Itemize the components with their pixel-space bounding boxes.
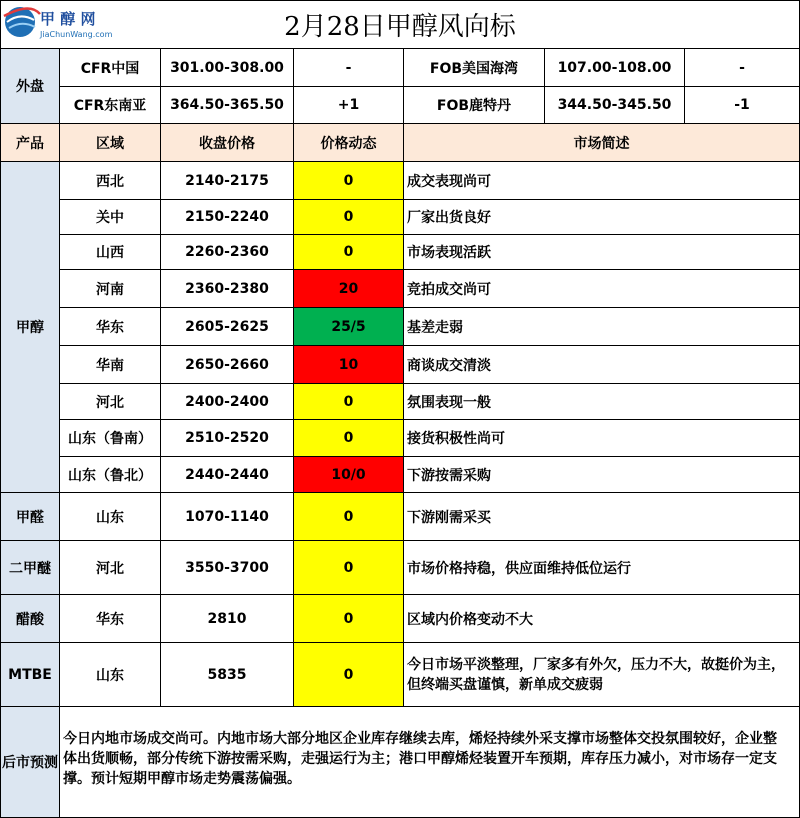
forecast-label: 后市预测 [0, 706, 60, 818]
row-price: 2510-2520 [160, 419, 294, 457]
row-price: 2810 [160, 594, 294, 643]
row-region: 华东 [59, 307, 161, 346]
outer-right-change: - [684, 48, 800, 87]
row-desc: 竞拍成交尚可 [403, 269, 800, 308]
row-desc-line: 今日市场平淡整理，厂家多有外欠，压力不大，故挺价为主， [407, 656, 785, 673]
row-change: 0 [293, 492, 404, 541]
forecast-line: 体出货顺畅，部分传统下游按需采购，走强运行为主；港口甲醇烯烃装置开车预期，库存压力减小，对市场存一定支 [63, 751, 777, 767]
header-region: 区域 [59, 123, 161, 162]
outer-right-name: FOB鹿特丹 [403, 86, 545, 124]
row-change: 20 [293, 269, 404, 308]
product-label: 二甲醚 [0, 540, 60, 595]
outer-left-change: +1 [293, 86, 404, 124]
row-price: 2400-2400 [160, 383, 294, 420]
row-price: 2360-2380 [160, 269, 294, 308]
outer-left-change: - [293, 48, 404, 87]
row-change: 0 [293, 199, 404, 235]
outer-left-name: CFR东南亚 [59, 86, 161, 124]
outer-right-price: 344.50-345.50 [544, 86, 685, 124]
outer-market-label: 外盘 [0, 48, 60, 124]
row-change: 10/0 [293, 456, 404, 493]
logo-cn-text: 甲 醇 网 [40, 10, 96, 28]
row-desc: 厂家出货良好 [403, 199, 800, 235]
outer-right-price: 107.00-108.00 [544, 48, 685, 87]
row-desc: 下游按需采购 [403, 456, 800, 493]
row-region: 山东 [59, 642, 161, 707]
outer-left-price: 301.00-308.00 [160, 48, 294, 87]
product-label: 甲醇 [0, 161, 60, 493]
row-price: 2150-2240 [160, 199, 294, 235]
row-region: 华东 [59, 594, 161, 643]
row-desc: 商谈成交清淡 [403, 345, 800, 384]
outer-left-name: CFR中国 [59, 48, 161, 87]
row-region: 华南 [59, 345, 161, 384]
row-change: 0 [293, 161, 404, 200]
row-change: 0 [293, 594, 404, 643]
row-region: 河北 [59, 383, 161, 420]
row-desc: 基差走弱 [403, 307, 800, 346]
outer-left-price: 364.50-365.50 [160, 86, 294, 124]
product-label: 醋酸 [0, 594, 60, 643]
row-region: 山东（鲁北） [59, 456, 161, 493]
row-price: 2140-2175 [160, 161, 294, 200]
row-price: 2440-2440 [160, 456, 294, 493]
header-desc: 市场简述 [403, 123, 800, 162]
page-title [0, 0, 800, 49]
header-change: 价格动态 [293, 123, 404, 162]
row-region: 山东（鲁南） [59, 419, 161, 457]
row-region: 山西 [59, 234, 161, 270]
product-label: 甲醛 [0, 492, 60, 541]
row-region: 西北 [59, 161, 161, 200]
header-product: 产品 [0, 123, 60, 162]
row-price: 2650-2660 [160, 345, 294, 384]
row-change: 0 [293, 419, 404, 457]
row-change: 0 [293, 383, 404, 420]
row-change: 10 [293, 345, 404, 384]
row-change: 25/5 [293, 307, 404, 346]
row-desc: 成交表现尚可 [403, 161, 800, 200]
product-label: MTBE [0, 642, 60, 707]
row-region: 河北 [59, 540, 161, 595]
page-title-text: 2月28日甲醇风向标 [284, 12, 516, 42]
outer-right-name: FOB美国海湾 [403, 48, 545, 87]
row-desc-line: 但终端买盘谨慎，新单成交疲弱 [407, 676, 603, 693]
header-price: 收盘价格 [160, 123, 294, 162]
row-price: 5835 [160, 642, 294, 707]
forecast-line: 撑。预计短期甲醇市场走势震荡偏强。 [63, 771, 301, 787]
row-price: 1070-1140 [160, 492, 294, 541]
forecast-line: 今日内地市场成交尚可。内地市场大部分地区企业库存继续去库，烯烃持续外采支撑市场整体交投氛围较好，企业整 [63, 731, 777, 747]
row-region: 关中 [59, 199, 161, 235]
row-region: 山东 [59, 492, 161, 541]
outer-right-change: -1 [684, 86, 800, 124]
row-desc: 下游刚需采买 [403, 492, 800, 541]
row-price: 2260-2360 [160, 234, 294, 270]
forecast-text [59, 706, 800, 818]
row-desc: 氛围表现一般 [403, 383, 800, 420]
row-price: 3550-3700 [160, 540, 294, 595]
row-desc: 区域内价格变动不大 [403, 594, 800, 643]
logo-en-text: JiaChunWang.com [40, 30, 112, 39]
row-desc: 市场表现活跃 [403, 234, 800, 270]
row-change: 0 [293, 540, 404, 595]
row-change: 0 [293, 234, 404, 270]
row-change: 0 [293, 642, 404, 707]
row-desc [403, 642, 800, 707]
row-region: 河南 [59, 269, 161, 308]
row-price: 2605-2625 [160, 307, 294, 346]
row-desc: 市场价格持稳，供应面维持低位运行 [403, 540, 800, 595]
row-desc: 接货积极性尚可 [403, 419, 800, 457]
